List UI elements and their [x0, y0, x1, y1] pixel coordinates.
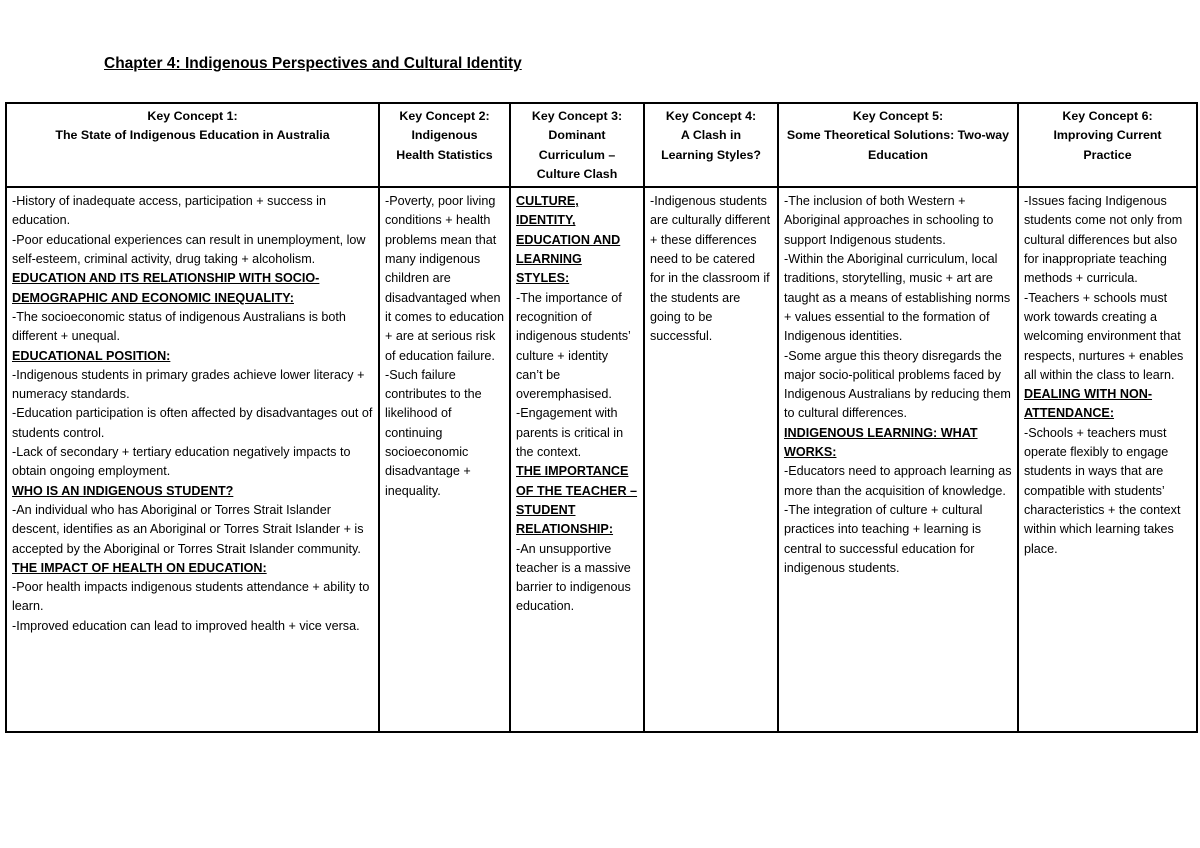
header-line: Learning Styles? [661, 147, 761, 162]
bullet-point: -Poor educational experiences can result in unemployment, low self-esteem, criminal activity, drug taking + alcoholism. [12, 232, 366, 267]
section-heading: THE IMPACT OF HEALTH ON EDUCATION: [12, 560, 267, 575]
header-line: Health Statistics [396, 147, 493, 162]
bullet-point: -The integration of culture + cultural practices into teaching + learning is central to successful education for indigenous students. [784, 502, 983, 575]
bullet-point: -Within the Aboriginal curriculum, local traditions, storytelling, music + art are taught as a means of establishing norms + values essential to the formation of Indigenous identities. [784, 252, 1011, 344]
key-concept-4-header [644, 103, 778, 187]
bullet-point: -An individual who has Aboriginal or Torres Strait Islander descent, identifies as an Aboriginal or Torres Strait Islander + is accepted by the Aboriginal or Torres Strait Islander community. [12, 502, 364, 556]
section-heading: THE IMPORTANCE OF THE TEACHER – STUDENT RELATIONSHIP: [516, 464, 638, 537]
header-line: Key Concept 2: [399, 109, 490, 123]
section-heading: EDUCATION AND ITS RELATIONSHIP WITH SOCIO-DEMOGRAPHIC AND ECONOMIC INEQUALITY: [12, 271, 320, 305]
key-concept-2-header [379, 103, 510, 187]
header-line: Improving Current [1053, 128, 1162, 143]
key-concept-3-header [510, 103, 644, 187]
section-heading: EDUCATIONAL POSITION: [12, 348, 171, 363]
bullet-point: -Poverty, poor living conditions + health problems mean that many indigenous children are disadvantaged when it comes to education + are at serious risk of education failure. [385, 194, 505, 363]
key-concept-3-content [510, 187, 644, 732]
header-line: Key Concept 3: [531, 109, 623, 123]
key-concept-5-header [778, 103, 1018, 187]
header-line: Key Concept 4: [665, 109, 757, 123]
bullet-point: -Indigenous students are culturally different + these differences need to be catered for in the classroom if the students are going to be successful. [650, 194, 771, 344]
content-row [6, 187, 1197, 732]
key-concept-2-content [379, 187, 510, 732]
key-concept-6-content [1018, 187, 1197, 732]
header-line: Dominant [548, 128, 606, 143]
bullet-point: -Education participation is often affected by disadvantages out of students control. [12, 406, 373, 440]
bullet-point: -Poor health impacts indigenous students attendance + ability to learn. [12, 580, 370, 614]
bullet-point: -Issues facing Indigenous students come not only from cultural differences but also for inappropriate teaching methods + curricula. [1024, 194, 1183, 286]
header-line: A Clash in [680, 128, 742, 143]
bullet-point: -Educators need to approach learning as more than the acquisition of knowledge. [784, 464, 1012, 498]
header-line: Indigenous [411, 128, 478, 143]
bullet-point: -Some argue this theory disregards the major socio-political problems faced by Indigenous Australians by reducing them to cultural differences. [784, 348, 1011, 421]
header-line: Curriculum – [538, 147, 616, 162]
section-heading: WHO IS AN INDIGENOUS STUDENT? [12, 483, 234, 498]
header-line: The State of Indigenous Education in Australia [55, 128, 330, 143]
header-line: Key Concept 6: [1062, 109, 1153, 123]
bullet-point: -The inclusion of both Western + Aboriginal approaches in schooling to support Indigenous students. [784, 194, 994, 247]
header-line: Some Theoretical Solutions: Two-way Education [786, 128, 1010, 162]
bullet-point: -An unsupportive teacher is a massive barrier to indigenous education. [516, 541, 631, 614]
bullet-point: -Lack of secondary + tertiary education negatively impacts to obtain ongoing employment. [12, 445, 351, 479]
bullet-point: -Such failure contributes to the likelihood of continuing socioeconomic disadvantage + inequality. [385, 367, 482, 498]
page-title: Chapter 4: Indigenous Perspectives and Cultural Identity [104, 55, 522, 72]
key-concept-4-content [644, 187, 778, 732]
key-concept-1-content [6, 187, 379, 732]
header-line: Culture Clash [536, 166, 618, 181]
bullet-point: -History of inadequate access, participation + success in education. [12, 194, 326, 228]
bullet-point: -Teachers + schools must work towards creating a welcoming environment that respects, nurtures + enables all within the class to learn. [1024, 290, 1184, 382]
bullet-point: -The importance of recognition of indigenous students’ culture + identity can’t be overemphasised. [516, 290, 631, 402]
bullet-point: -Schools + teachers must operate flexibly to engage students in ways that are compatible with students’ characteristics + the context within which learning takes place. [1024, 425, 1181, 556]
bullet-point: -Indigenous students in primary grades achieve lower literacy + numeracy standards. [12, 367, 365, 402]
bullet-point: -Engagement with parents is critical in the context. [516, 406, 624, 460]
header-row [6, 103, 1197, 187]
header-line: Key Concept 5: [852, 109, 944, 123]
section-heading: CULTURE, IDENTITY, EDUCATION AND LEARNING STYLES: [516, 194, 621, 286]
bullet-point: -Improved education can lead to improved health + vice versa. [12, 618, 360, 633]
key-concept-5-content [778, 187, 1018, 732]
section-heading: INDIGENOUS LEARNING: WHAT WORKS: [784, 425, 978, 460]
key-concept-1-header [6, 103, 379, 187]
header-line: Practice [1083, 147, 1132, 162]
section-heading: DEALING WITH NON-ATTENDANCE: [1024, 387, 1153, 421]
bullet-point: -The socioeconomic status of indigenous Australians is both different + unequal. [12, 309, 346, 344]
key-concept-6-header [1018, 103, 1197, 187]
header-line: Key Concept 1: [147, 109, 238, 123]
key-concepts-table [5, 102, 1198, 733]
